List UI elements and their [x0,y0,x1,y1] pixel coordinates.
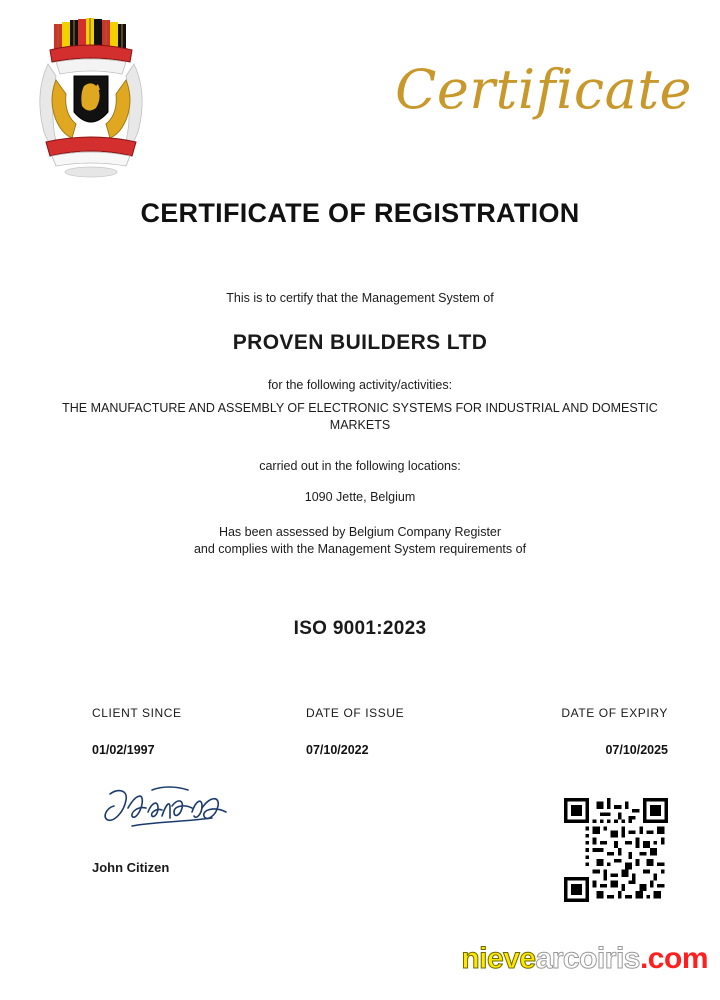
activity-text: THE MANUFACTURE AND ASSEMBLY OF ELECTRONIC SYSTEMS FOR INDUSTRIAL AND DOMESTIC [62,401,658,415]
qr-code-icon [564,798,668,902]
location-value: 1090 Jette, Belgium [304,490,416,504]
date-value: 01/02/1997 [92,743,155,757]
certificate-body [0,290,720,558]
certificate-wordmark: Certificate [395,58,692,121]
date-column-date-of-issue [306,706,404,757]
date-value: 07/10/2025 [605,743,668,757]
date-column-client-since [92,706,182,757]
assessed-line-1: Has been assessed by Belgium Company Register [218,525,502,539]
date-label: CLIENT SINCE [92,706,182,720]
intro-line: This is to certify that the Management System of [226,291,494,305]
locations-label: carried out in the following locations: [259,459,461,473]
page-title: CERTIFICATE OF REGISTRATION [140,198,580,228]
company-name: PROVEN BUILDERS LTD [232,331,488,354]
handwritten-signature-icon [92,782,272,842]
watermark-part-1: nieve [461,942,536,975]
coat-of-arms-icon [26,14,156,182]
activity-label: for the following activity/activities: [267,378,453,392]
assessed-line-2: and complies with the Management System requirements of [193,542,527,556]
date-column-date-of-expiry [561,706,668,757]
date-label: DATE OF EXPIRY [561,706,668,720]
date-label: DATE OF ISSUE [306,706,405,720]
standard-name: ISO 9001:2023 [293,618,427,639]
date-value: 07/10/2022 [306,743,369,757]
watermark-part-2: arcoiris [535,942,640,975]
watermark [461,942,708,976]
watermark-part-3: .com [639,942,708,975]
dates-row [0,706,720,766]
activity-text-continued: MARKETS [329,418,391,432]
signatory-name: John Citizen [92,860,170,875]
certificate-header [0,0,720,180]
